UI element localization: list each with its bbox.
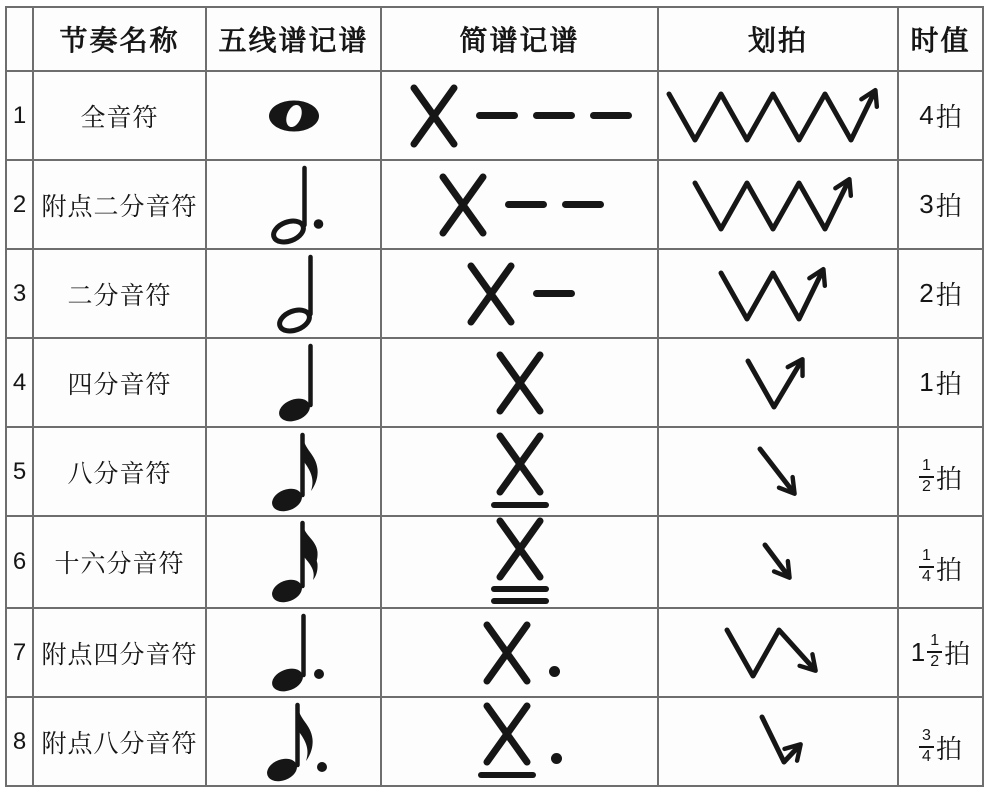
row-index: 2 <box>6 160 33 249</box>
rhythm-name: 附点四分音符 <box>33 608 206 697</box>
rhythm-name: 附点八分音符 <box>33 697 206 786</box>
duration-unit: 拍 <box>935 102 962 132</box>
rhythm-name: 全音符 <box>33 71 206 160</box>
row-index: 3 <box>6 249 33 338</box>
jianpu-cell <box>381 71 658 160</box>
x-with-2-dashes-icon <box>382 173 657 237</box>
duration-value <box>919 549 962 587</box>
dot-icon <box>551 753 562 764</box>
duration-value <box>919 726 962 767</box>
quarter-note-icon <box>207 343 380 423</box>
staff-notation-cell <box>206 608 381 697</box>
duration-value <box>919 275 961 312</box>
duration-cell <box>898 427 983 516</box>
rhythm-value-table <box>5 6 984 787</box>
dotted-half-note-icon <box>207 165 380 245</box>
duration-unit: 拍 <box>935 369 962 399</box>
duration-unit: 拍 <box>944 639 971 669</box>
eighth-note-icon <box>207 431 380 513</box>
down-right-arrow-icon <box>659 443 897 501</box>
table-row <box>6 427 983 516</box>
beat-pattern-cell <box>658 516 898 608</box>
duration-cell <box>898 608 983 697</box>
duration-value <box>919 364 961 401</box>
table-row <box>6 160 983 249</box>
x-underlined-with-dot-icon <box>382 702 657 782</box>
header-index <box>6 7 33 71</box>
table-row <box>6 338 983 427</box>
row-index: 6 <box>6 516 33 608</box>
table-row <box>6 697 983 786</box>
duration-cell <box>898 249 983 338</box>
x-underlined-icon <box>382 432 657 512</box>
duration-fraction <box>927 633 942 671</box>
header-jianpu-notation: 简谱记谱 <box>381 7 658 71</box>
dash-icon <box>533 112 575 119</box>
duration-number: 4 <box>919 100 934 130</box>
x-double-underlined-icon <box>382 517 657 607</box>
duration-cell <box>898 516 983 608</box>
duration-value <box>910 631 971 672</box>
table-row <box>6 71 983 160</box>
duration-unit: 拍 <box>935 191 962 221</box>
header-row <box>6 7 983 71</box>
staff-notation-cell <box>206 71 381 160</box>
dotted-eighth-note-icon <box>207 701 380 783</box>
beat-pattern-cell <box>658 427 898 516</box>
table-row <box>6 516 983 608</box>
rhythm-name: 八分音符 <box>33 427 206 516</box>
jianpu-cell <box>381 249 658 338</box>
duration-fraction <box>919 728 934 766</box>
zigzag-2-valleys-up-arrow-icon <box>659 263 897 325</box>
whole-note-icon <box>207 98 380 134</box>
duration-number: 1 <box>919 367 934 397</box>
duration-cell <box>898 697 983 786</box>
duration-fraction <box>919 548 934 586</box>
jianpu-cell <box>381 697 658 786</box>
duration-cell <box>898 160 983 249</box>
duration-number: 3 <box>919 189 934 219</box>
duration-cell <box>898 71 983 160</box>
header-staff-notation: 五线谱记谱 <box>206 7 381 71</box>
beat-pattern-cell <box>658 71 898 160</box>
fraction-numerator: 1 <box>922 547 931 565</box>
fraction-numerator: 1 <box>922 456 931 474</box>
beat-pattern-cell <box>658 697 898 786</box>
dash-icon <box>562 201 604 208</box>
staff-notation-cell <box>206 160 381 249</box>
short-down-right-arrow-icon <box>659 539 897 585</box>
fraction-numerator: 1 <box>930 631 940 649</box>
fraction-denominator: 4 <box>922 747 931 765</box>
jianpu-cell <box>381 608 658 697</box>
staff-notation-cell <box>206 516 381 608</box>
dash-icon <box>505 201 547 208</box>
sixteenth-note-icon <box>207 520 380 604</box>
dash-icon <box>476 112 518 119</box>
row-index: 1 <box>6 71 33 160</box>
beat-pattern-cell <box>658 608 898 697</box>
duration-value <box>919 456 962 497</box>
duration-cell <box>898 338 983 427</box>
jianpu-cell <box>381 160 658 249</box>
rhythm-name: 十六分音符 <box>33 516 206 608</box>
beat-pattern-cell <box>658 160 898 249</box>
fraction-denominator: 2 <box>930 652 940 670</box>
jianpu-cell <box>381 427 658 516</box>
header-beat-pattern: 划拍 <box>658 7 898 71</box>
zigzag-4-valleys-up-arrow-icon <box>659 84 897 148</box>
duration-unit: 拍 <box>935 280 962 310</box>
duration-value <box>919 186 961 223</box>
x-with-dot-icon <box>382 621 657 685</box>
dash-icon <box>533 290 575 297</box>
fraction-denominator: 4 <box>922 568 931 585</box>
staff-notation-cell <box>206 249 381 338</box>
rhythm-name: 附点二分音符 <box>33 160 206 249</box>
duration-unit: 拍 <box>935 734 962 764</box>
staff-notation-cell <box>206 338 381 427</box>
duration-fraction <box>919 458 934 496</box>
duration-number: 1 <box>910 637 926 667</box>
duration-value <box>919 97 961 134</box>
header-duration: 时值 <box>898 7 983 71</box>
duration-unit: 拍 <box>935 464 962 494</box>
beat-pattern-cell <box>658 338 898 427</box>
dot-icon <box>549 666 560 677</box>
v-up-arrow-icon <box>659 353 897 413</box>
rhythm-name: 四分音符 <box>33 338 206 427</box>
x-with-1-dash-icon <box>382 262 657 326</box>
jianpu-cell <box>381 516 658 608</box>
fraction-denominator: 2 <box>922 477 931 495</box>
dotted-quarter-note-icon <box>207 613 380 693</box>
table-row <box>6 249 983 338</box>
staff-notation-cell <box>206 697 381 786</box>
x-plain-icon <box>382 351 657 415</box>
x-with-3-dashes-icon <box>382 84 657 148</box>
down-hook-up-arrow-icon <box>659 712 897 772</box>
fraction-numerator: 3 <box>922 726 931 744</box>
row-index: 5 <box>6 427 33 516</box>
duration-unit: 拍 <box>935 554 962 585</box>
rhythm-name: 二分音符 <box>33 249 206 338</box>
half-note-icon <box>207 254 380 334</box>
jianpu-cell <box>381 338 658 427</box>
row-index: 7 <box>6 608 33 697</box>
dash-icon <box>590 112 632 119</box>
beat-pattern-cell <box>658 249 898 338</box>
duration-number: 2 <box>919 278 934 308</box>
table-row <box>6 608 983 697</box>
header-rhythm-name: 节奏名称 <box>33 7 206 71</box>
zigzag-3-valleys-up-arrow-icon <box>659 173 897 237</box>
row-index: 8 <box>6 697 33 786</box>
row-index: 4 <box>6 338 33 427</box>
v-then-down-arrow-icon <box>659 622 897 684</box>
staff-notation-cell <box>206 427 381 516</box>
